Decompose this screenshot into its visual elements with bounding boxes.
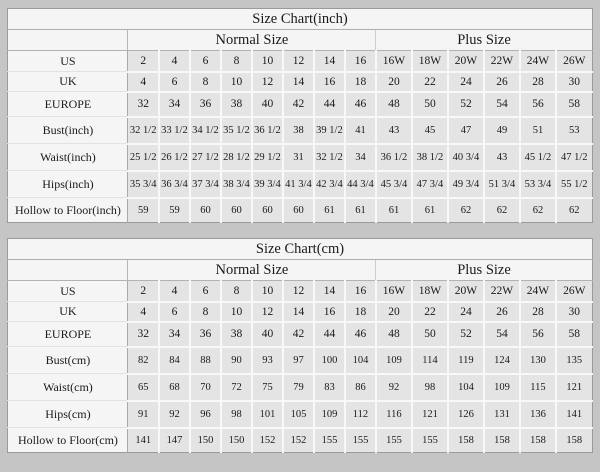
size-cell: 14 xyxy=(314,51,345,72)
size-cell: 54 xyxy=(484,92,520,117)
size-cell: 158 xyxy=(566,434,583,446)
size-cell: 48 xyxy=(376,322,412,347)
table-row xyxy=(8,30,592,51)
size-cell: 48 xyxy=(376,92,412,117)
table-row xyxy=(8,239,592,260)
size-cell: 22W xyxy=(484,281,520,302)
size-cell: 28 1/2 xyxy=(221,144,252,171)
size-cell: 62 xyxy=(448,198,484,223)
size-cell: 43 xyxy=(376,117,412,144)
size-cell: 116 xyxy=(376,401,412,428)
row-label: Hollow to Floor(inch) xyxy=(8,198,128,223)
size-cell: 84 xyxy=(159,347,190,374)
size-cell: 121 xyxy=(412,401,448,428)
size-cell: 45 1/2 xyxy=(520,144,556,171)
size-cell: 53 3/4 xyxy=(520,171,556,198)
size-cell: 52 xyxy=(448,322,484,347)
size-cell: 60 xyxy=(252,198,283,223)
size-cell: 51 3/4 xyxy=(484,171,520,198)
size-cell: 16W xyxy=(376,51,412,72)
size-cell: 26 1/2 xyxy=(159,144,190,171)
size-cell: 38 xyxy=(221,322,252,347)
size-cell: 12 xyxy=(252,72,283,92)
size-cell: 22 xyxy=(412,72,448,92)
size-cell: 49 xyxy=(484,117,520,144)
size-cell: 6 xyxy=(190,281,221,302)
size-cell: 40 3/4 xyxy=(448,144,484,171)
size-cell: 53 xyxy=(556,117,592,144)
size-cell: 54 xyxy=(484,322,520,347)
table-row xyxy=(8,51,592,72)
size-cell: 41 xyxy=(345,117,376,144)
table-row xyxy=(8,322,592,347)
size-cell: 155 xyxy=(376,428,412,453)
size-cell: 47 3/4 xyxy=(412,171,448,198)
size-cell: 158 xyxy=(520,428,556,453)
size-cell: 61 xyxy=(376,198,412,223)
row-label: Hips(cm) xyxy=(8,401,128,428)
size-cell: 39 1/2 xyxy=(314,117,345,144)
size-cell: 61 xyxy=(345,198,376,223)
size-cell: 82 xyxy=(128,347,159,374)
group-header-spacer xyxy=(8,260,128,281)
size-cell: 38 xyxy=(283,117,314,144)
size-cell: 2 xyxy=(128,281,159,302)
size-cell: 155 xyxy=(412,428,448,453)
size-cell: 4 xyxy=(159,51,190,72)
size-cell: 29 1/2 xyxy=(252,144,283,171)
size-cell: 14 xyxy=(314,281,345,302)
size-cell: 27 1/2 xyxy=(190,144,221,171)
size-cell: 42 xyxy=(283,92,314,117)
size-cell: 18 xyxy=(345,72,376,92)
size-cell: 44 xyxy=(314,322,345,347)
size-cell: 24 xyxy=(448,302,484,322)
size-cell: 16 xyxy=(345,51,376,72)
size-cell: 135 xyxy=(556,347,592,374)
size-cell: 20 xyxy=(376,302,412,322)
row-label: Bust(inch) xyxy=(8,117,128,144)
size-chart-cm xyxy=(7,238,592,453)
size-cell: 16 xyxy=(314,302,345,322)
size-cell: 147 xyxy=(159,428,190,453)
size-cell: 14 xyxy=(283,72,314,92)
row-label: Hips(inch) xyxy=(8,171,128,198)
size-cell: 60 xyxy=(190,198,221,223)
row-label: US xyxy=(8,51,128,72)
size-cell: 32 1/2 xyxy=(128,117,159,144)
size-cell: 35 3/4 xyxy=(128,171,159,198)
size-cell: 44 xyxy=(314,92,345,117)
size-cell: 18W xyxy=(412,51,448,72)
size-cell: 109 xyxy=(376,347,412,374)
size-cell: 93 xyxy=(252,347,283,374)
table-row xyxy=(8,171,592,198)
size-cell: 121 xyxy=(556,374,592,401)
row-label: US xyxy=(8,281,128,302)
size-cell: 36 xyxy=(190,322,221,347)
table-row xyxy=(8,144,592,171)
size-cell: 56 xyxy=(520,322,556,347)
size-cell: 34 xyxy=(159,322,190,347)
size-cell: 26W xyxy=(556,51,592,72)
size-cell: 4 xyxy=(128,302,159,322)
size-cell: 6 xyxy=(190,51,221,72)
group-header-plus: Plus Size xyxy=(376,30,592,51)
size-cell: 35 1/2 xyxy=(221,117,252,144)
size-cell: 136 xyxy=(520,401,556,428)
size-cell: 28 xyxy=(520,72,556,92)
table-row xyxy=(8,281,592,302)
row-label: Bust(cm) xyxy=(8,347,128,374)
group-header-normal: Normal Size xyxy=(128,260,376,281)
size-cell: 16 xyxy=(345,281,376,302)
size-cell: 83 xyxy=(314,374,345,401)
size-cell: 24W xyxy=(520,281,556,302)
table-row xyxy=(8,198,592,223)
size-cell: 40 xyxy=(252,322,283,347)
size-cell: 8 xyxy=(190,302,221,322)
size-cell: 61 xyxy=(412,198,448,223)
size-cell: 109 xyxy=(484,374,520,401)
size-cell: 91 xyxy=(128,401,159,428)
table-row xyxy=(8,92,592,117)
size-cell: 10 xyxy=(252,51,283,72)
table-row xyxy=(8,72,592,92)
size-cell: 18 xyxy=(345,302,376,322)
size-cell: 58 xyxy=(556,322,592,347)
size-cell: 2 xyxy=(128,51,159,72)
row-label: UK xyxy=(8,302,128,322)
table-title: Size Chart(inch) xyxy=(8,9,592,30)
size-cell: 158 xyxy=(484,428,520,453)
table-row xyxy=(8,347,592,374)
size-cell: 4 xyxy=(159,281,190,302)
size-cell: 50 xyxy=(412,92,448,117)
size-cell: 16W xyxy=(376,281,412,302)
row-label: EUROPE xyxy=(8,322,128,347)
size-cell: 10 xyxy=(221,302,252,322)
table-row xyxy=(8,374,592,401)
size-cell: 30 xyxy=(556,302,592,322)
table-row xyxy=(8,9,592,30)
size-cell: 36 1/2 xyxy=(376,144,412,171)
table-row xyxy=(8,302,592,322)
size-cell: 12 xyxy=(283,51,314,72)
table-title: Size Chart(cm) xyxy=(8,239,592,260)
table-row xyxy=(8,260,592,281)
size-cell: 41 3/4 xyxy=(283,171,314,198)
size-cell: 97 xyxy=(283,347,314,374)
size-cell: 38 3/4 xyxy=(221,171,252,198)
size-cell: 152 xyxy=(252,428,283,453)
row-label: Waist(inch) xyxy=(8,144,128,171)
size-cell: 46 xyxy=(345,92,376,117)
size-cell: 42 3/4 xyxy=(314,171,345,198)
size-cell: 45 3/4 xyxy=(376,171,412,198)
size-cell: 6 xyxy=(159,72,190,92)
size-cell: 58 xyxy=(556,92,592,117)
size-cell: 61 xyxy=(314,198,345,223)
size-cell: 126 xyxy=(448,401,484,428)
size-cell: 62 xyxy=(520,198,556,223)
size-cell: 32 xyxy=(128,92,159,117)
size-cell: 114 xyxy=(412,347,448,374)
size-cell: 52 xyxy=(448,92,484,117)
row-label: UK xyxy=(8,72,128,92)
size-cell: 31 xyxy=(283,144,314,171)
size-cell: 32 xyxy=(128,322,159,347)
size-cell: 68 xyxy=(159,374,190,401)
group-header-plus: Plus Size xyxy=(376,260,592,281)
size-cell: 49 3/4 xyxy=(448,171,484,198)
size-cell: 20W xyxy=(448,281,484,302)
size-cell: 141 xyxy=(128,428,159,453)
group-header-normal: Normal Size xyxy=(128,30,376,51)
size-cell: 24 xyxy=(448,72,484,92)
size-cell: 70 xyxy=(190,374,221,401)
size-cell: 30 xyxy=(556,72,592,92)
group-header-spacer xyxy=(8,30,128,51)
size-cell: 92 xyxy=(159,401,190,428)
size-cell: 60 xyxy=(221,198,252,223)
size-cell: 34 xyxy=(159,92,190,117)
size-cell: 51 xyxy=(520,117,556,144)
size-cell: 47 xyxy=(448,117,484,144)
size-cell: 26 xyxy=(484,302,520,322)
size-cell: 55 1/2 xyxy=(556,171,592,198)
size-cell: 8 xyxy=(221,51,252,72)
size-cell: 112 xyxy=(345,401,376,428)
size-cell: 36 xyxy=(190,92,221,117)
size-cell: 155 xyxy=(345,428,376,453)
size-cell: 104 xyxy=(448,374,484,401)
size-cell: 20 xyxy=(376,72,412,92)
size-cell: 33 1/2 xyxy=(159,117,190,144)
size-cell: 4 xyxy=(128,72,159,92)
size-cell: 34 1/2 xyxy=(190,117,221,144)
size-cell: 38 1/2 xyxy=(412,144,448,171)
row-label: Waist(cm) xyxy=(8,374,128,401)
size-cell: 43 xyxy=(484,144,520,171)
size-cell: 8 xyxy=(221,281,252,302)
size-cell: 38 xyxy=(221,92,252,117)
size-cell: 59 xyxy=(159,198,190,223)
size-cell: 26 xyxy=(484,72,520,92)
size-cell: 59 xyxy=(128,198,159,223)
size-cell: 50 xyxy=(412,322,448,347)
size-cell: 26W xyxy=(556,281,592,302)
size-cell: 22W xyxy=(484,51,520,72)
row-label: EUROPE xyxy=(8,92,128,117)
size-cell: 98 xyxy=(412,374,448,401)
size-cell: 158 xyxy=(448,428,484,453)
table-row xyxy=(8,117,592,144)
size-cell: 10 xyxy=(252,281,283,302)
size-cell: 36 3/4 xyxy=(159,171,190,198)
table-row xyxy=(8,401,592,428)
size-cell: 130 xyxy=(520,347,556,374)
size-cell: 115 xyxy=(520,374,556,401)
size-cell: 60 xyxy=(283,198,314,223)
size-cell: 98 xyxy=(221,401,252,428)
size-cell: 88 xyxy=(190,347,221,374)
size-cell: 24W xyxy=(520,51,556,72)
size-cell: 72 xyxy=(221,374,252,401)
size-cell: 131 xyxy=(484,401,520,428)
size-cell: 12 xyxy=(252,302,283,322)
size-cell: 44 3/4 xyxy=(345,171,376,198)
size-cell: 155 xyxy=(314,428,345,453)
size-cell: 42 xyxy=(283,322,314,347)
size-cell: 124 xyxy=(484,347,520,374)
size-cell: 16 xyxy=(314,72,345,92)
size-cell: 100 xyxy=(314,347,345,374)
size-cell: 75 xyxy=(252,374,283,401)
size-cell: 62 xyxy=(484,198,520,223)
size-cell: 119 xyxy=(448,347,484,374)
size-cell: 20W xyxy=(448,51,484,72)
size-cell: 141 xyxy=(556,401,592,428)
size-cell: 46 xyxy=(345,322,376,347)
size-cell: 28 xyxy=(520,302,556,322)
size-chart-inch xyxy=(7,8,592,223)
size-cell: 150 xyxy=(221,428,252,453)
size-cell: 45 xyxy=(412,117,448,144)
size-cell: 8 xyxy=(190,72,221,92)
size-cell: 10 xyxy=(221,72,252,92)
size-cell: 79 xyxy=(283,374,314,401)
size-cell: 152 xyxy=(283,428,314,453)
size-cell: 40 xyxy=(252,92,283,117)
size-cell: 25 1/2 xyxy=(128,144,159,171)
size-cell: 39 3/4 xyxy=(252,171,283,198)
size-cell: 62 xyxy=(568,204,580,216)
size-cell: 109 xyxy=(314,401,345,428)
size-cell: 47 1/2 xyxy=(556,144,592,171)
size-cell: 6 xyxy=(159,302,190,322)
size-cell: 14 xyxy=(283,302,314,322)
size-cell: 96 xyxy=(190,401,221,428)
size-cell: 12 xyxy=(283,281,314,302)
size-cell: 90 xyxy=(221,347,252,374)
size-cell: 86 xyxy=(345,374,376,401)
size-cell: 105 xyxy=(283,401,314,428)
size-cell: 34 xyxy=(345,144,376,171)
row-label: Hollow to Floor(cm) xyxy=(8,428,128,453)
size-cell: 18W xyxy=(412,281,448,302)
size-cell: 101 xyxy=(252,401,283,428)
size-cell: 104 xyxy=(345,347,376,374)
table-row xyxy=(8,428,592,453)
size-cell: 22 xyxy=(412,302,448,322)
size-cell: 65 xyxy=(128,374,159,401)
size-cell: 32 1/2 xyxy=(314,144,345,171)
size-cell: 36 1/2 xyxy=(252,117,283,144)
size-cell: 37 3/4 xyxy=(190,171,221,198)
size-cell: 92 xyxy=(376,374,412,401)
size-cell: 150 xyxy=(190,428,221,453)
size-cell: 56 xyxy=(520,92,556,117)
